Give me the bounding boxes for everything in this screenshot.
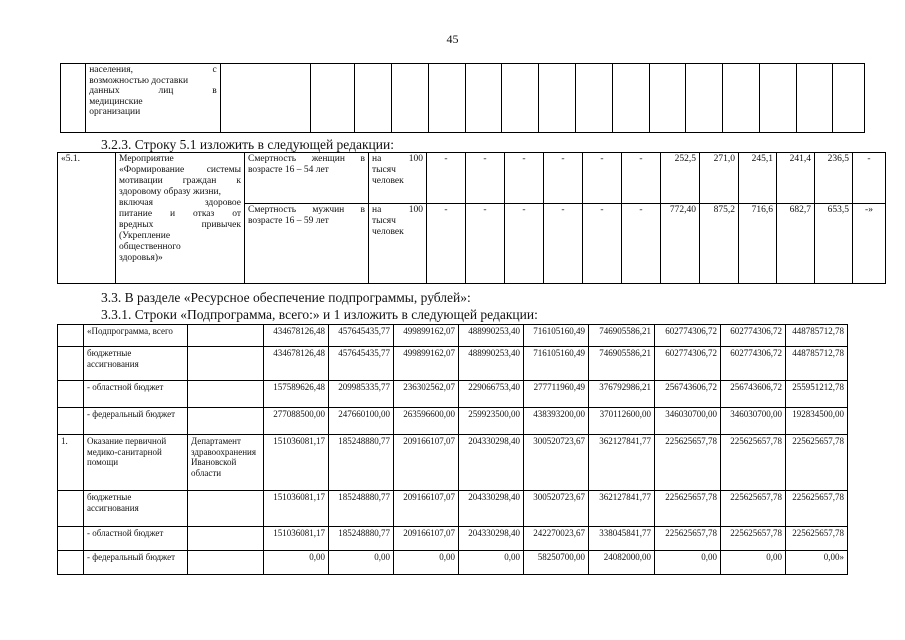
amount-cell: 0,00: [264, 551, 329, 575]
page-number: 45: [446, 32, 459, 46]
row-number: [58, 491, 84, 527]
amount-cell: 256743606,72: [721, 381, 786, 408]
amount-cell: 236302562,07: [394, 381, 459, 408]
amount-cell: 602774306,72: [721, 347, 786, 381]
indicator-value: 245,1: [739, 153, 777, 204]
table-row: [58, 381, 848, 408]
row-number: [58, 347, 84, 381]
indicator-value: -: [427, 204, 466, 284]
indicator-value: 236,5: [815, 153, 853, 204]
amount-cell: 457645435,77: [329, 325, 394, 347]
amount-cell: 499899162,07: [394, 347, 459, 381]
top-table: [60, 63, 865, 133]
row-executor: [188, 551, 264, 575]
amount-cell: 229066753,40: [459, 381, 524, 408]
amount-cell: 376792986,21: [589, 381, 655, 408]
indicator-value: -: [544, 204, 583, 284]
amount-cell: 338045841,77: [589, 527, 655, 551]
indicator-value: -: [505, 204, 544, 284]
amount-cell: 209985335,77: [329, 381, 394, 408]
amount-cell: 204330298,40: [459, 435, 524, 491]
row-number: [58, 381, 84, 408]
row-executor: Департамент здравоохранения Ивановской области: [188, 435, 264, 491]
indicator-value: 653,5: [815, 204, 853, 284]
top-text-line: данных лиц в: [89, 86, 217, 96]
amount-cell: 277711960,49: [524, 381, 589, 408]
row-name: бюджетные ассигнования: [84, 491, 188, 527]
amount-cell: 602774306,72: [655, 325, 721, 347]
amount-cell: 58250700,00: [524, 551, 589, 575]
row-name: Оказание первичной медико-санитарной помощи: [84, 435, 188, 491]
indicator-value: 682,7: [777, 204, 815, 284]
amount-cell: 300520723,67: [524, 435, 589, 491]
row-name: бюджетные ассигнования: [84, 347, 188, 381]
table-row: [58, 551, 848, 575]
amount-cell: 225625657,78: [721, 435, 786, 491]
top-text-line: медицинские: [89, 96, 143, 107]
row-number: [58, 325, 84, 347]
row-number: [58, 527, 84, 551]
amount-cell: 24082000,00: [589, 551, 655, 575]
amount-cell: 0,00: [459, 551, 524, 575]
table-row: [58, 527, 848, 551]
amount-cell: 716105160,49: [524, 347, 589, 381]
top-text-line: населения, с: [89, 65, 217, 75]
amount-cell: 151036081,17: [264, 435, 329, 491]
amount-cell: 185248880,77: [329, 491, 394, 527]
top-table-row: [61, 64, 865, 133]
heading-3-2-3: 3.2.3. Строку 5.1 изложить в следующей редакции:: [101, 137, 394, 152]
amount-cell: 457645435,77: [329, 347, 394, 381]
amount-cell: 277088500,00: [264, 408, 329, 435]
amount-cell: 300520723,67: [524, 491, 589, 527]
table-row: [58, 153, 886, 204]
amount-cell: 346030700,00: [721, 408, 786, 435]
indicator-value: 875,2: [700, 204, 739, 284]
amount-cell: 448785712,78: [786, 347, 848, 381]
indicator-unit: на 100 тысяч человек: [369, 153, 427, 204]
indicator-value: 772,40: [661, 204, 700, 284]
indicator-value: -»: [853, 204, 886, 284]
row-number: 1.: [58, 435, 84, 491]
amount-cell: 204330298,40: [459, 527, 524, 551]
indicator-value: -: [622, 204, 661, 284]
row-number: [58, 551, 84, 575]
event-name: Мероприятие «Формирование системы мотивации граждан к здоровому образу жизни, включая здоровое питание и отказ от вредных привычек (Укрепление общественного здоровья)»: [116, 153, 245, 284]
amount-cell: 151036081,17: [264, 491, 329, 527]
amount-cell: 242270023,67: [524, 527, 589, 551]
amount-cell: 209166107,07: [394, 435, 459, 491]
row-executor: [188, 381, 264, 408]
indicator-value: -: [544, 153, 583, 204]
indicator-value: -: [466, 204, 505, 284]
amount-cell: 247660100,00: [329, 408, 394, 435]
amount-cell: 255951212,78: [786, 381, 848, 408]
table-row: [58, 325, 848, 347]
amount-cell: 151036081,17: [264, 527, 329, 551]
amount-cell: 256743606,72: [655, 381, 721, 408]
row-executor: [188, 491, 264, 527]
amount-cell: 204330298,40: [459, 491, 524, 527]
table-row: [58, 347, 848, 381]
row-5-1-table: [57, 152, 886, 284]
row-executor: [188, 347, 264, 381]
amount-cell: 0,00»: [786, 551, 848, 575]
indicator-value: -: [505, 153, 544, 204]
amount-cell: 438393200,00: [524, 408, 589, 435]
row-name: - федеральный бюджет: [84, 551, 188, 575]
indicator-name: Смертность мужчин в возрасте 16 – 59 лет: [245, 204, 369, 284]
amount-cell: 225625657,78: [786, 435, 848, 491]
heading-3-3-1: 3.3.1. Строки «Подпрограмма, всего:» и 1 изложить в следующей редакции:: [101, 307, 538, 322]
amount-cell: 602774306,72: [721, 325, 786, 347]
row-name: «Подпрограмма, всего: [84, 325, 188, 347]
amount-cell: 362127841,77: [589, 491, 655, 527]
indicator-unit: на 100 тысяч человек: [369, 204, 427, 284]
amount-cell: 370112600,00: [589, 408, 655, 435]
amount-cell: 0,00: [329, 551, 394, 575]
amount-cell: 185248880,77: [329, 527, 394, 551]
top-text-line: организации: [89, 107, 141, 117]
indicator-value: 241,4: [777, 153, 815, 204]
amount-cell: 602774306,72: [655, 347, 721, 381]
row-number: «5.1.: [58, 153, 116, 284]
amount-cell: 185248880,77: [329, 435, 394, 491]
amount-cell: 225625657,78: [786, 527, 848, 551]
indicator-value: -: [466, 153, 505, 204]
top-text-line: возможностью доставки: [89, 75, 189, 86]
amount-cell: 225625657,78: [655, 491, 721, 527]
amount-cell: 209166107,07: [394, 491, 459, 527]
indicator-value: 252,5: [661, 153, 700, 204]
table-row: [58, 435, 848, 491]
amount-cell: 225625657,78: [655, 527, 721, 551]
amount-cell: 434678126,48: [264, 325, 329, 347]
indicator-value: -: [583, 204, 622, 284]
indicator-value: 716,6: [739, 204, 777, 284]
top-table-text-cell: [86, 64, 221, 133]
amount-cell: 488990253,40: [459, 347, 524, 381]
amount-cell: 746905586,21: [589, 347, 655, 381]
indicator-value: -: [427, 153, 466, 204]
indicator-name: Смертность женщин в возрасте 16 – 54 лет: [245, 153, 369, 204]
amount-cell: 362127841,77: [589, 435, 655, 491]
amount-cell: 225625657,78: [786, 491, 848, 527]
indicator-value: -: [583, 153, 622, 204]
amount-cell: 488990253,40: [459, 325, 524, 347]
resources-table: [57, 324, 848, 575]
table-row: [58, 408, 848, 435]
row-executor: [188, 325, 264, 347]
amount-cell: 157589626,48: [264, 381, 329, 408]
amount-cell: 225625657,78: [655, 435, 721, 491]
amount-cell: 499899162,07: [394, 325, 459, 347]
row-number: [58, 408, 84, 435]
amount-cell: 209166107,07: [394, 527, 459, 551]
heading-3-3: 3.3. В разделе «Ресурсное обеспечение подпрограммы, рублей»:: [101, 290, 471, 305]
row-name: - областной бюджет: [84, 527, 188, 551]
amount-cell: 716105160,49: [524, 325, 589, 347]
amount-cell: 225625657,78: [721, 491, 786, 527]
row-name: - областной бюджет: [84, 381, 188, 408]
amount-cell: 0,00: [655, 551, 721, 575]
row-executor: [188, 408, 264, 435]
amount-cell: 263596600,00: [394, 408, 459, 435]
amount-cell: 448785712,78: [786, 325, 848, 347]
amount-cell: 346030700,00: [655, 408, 721, 435]
amount-cell: 225625657,78: [721, 527, 786, 551]
amount-cell: 0,00: [394, 551, 459, 575]
amount-cell: 259923500,00: [459, 408, 524, 435]
row-name: - федеральный бюджет: [84, 408, 188, 435]
amount-cell: 746905586,21: [589, 325, 655, 347]
row-executor: [188, 527, 264, 551]
indicator-value: -: [853, 153, 886, 204]
table-row: [58, 491, 848, 527]
top-table-num-cell: [61, 64, 86, 133]
amount-cell: 192834500,00: [786, 408, 848, 435]
indicator-value: 271,0: [700, 153, 739, 204]
indicator-value: -: [622, 153, 661, 204]
amount-cell: 434678126,48: [264, 347, 329, 381]
amount-cell: 0,00: [721, 551, 786, 575]
